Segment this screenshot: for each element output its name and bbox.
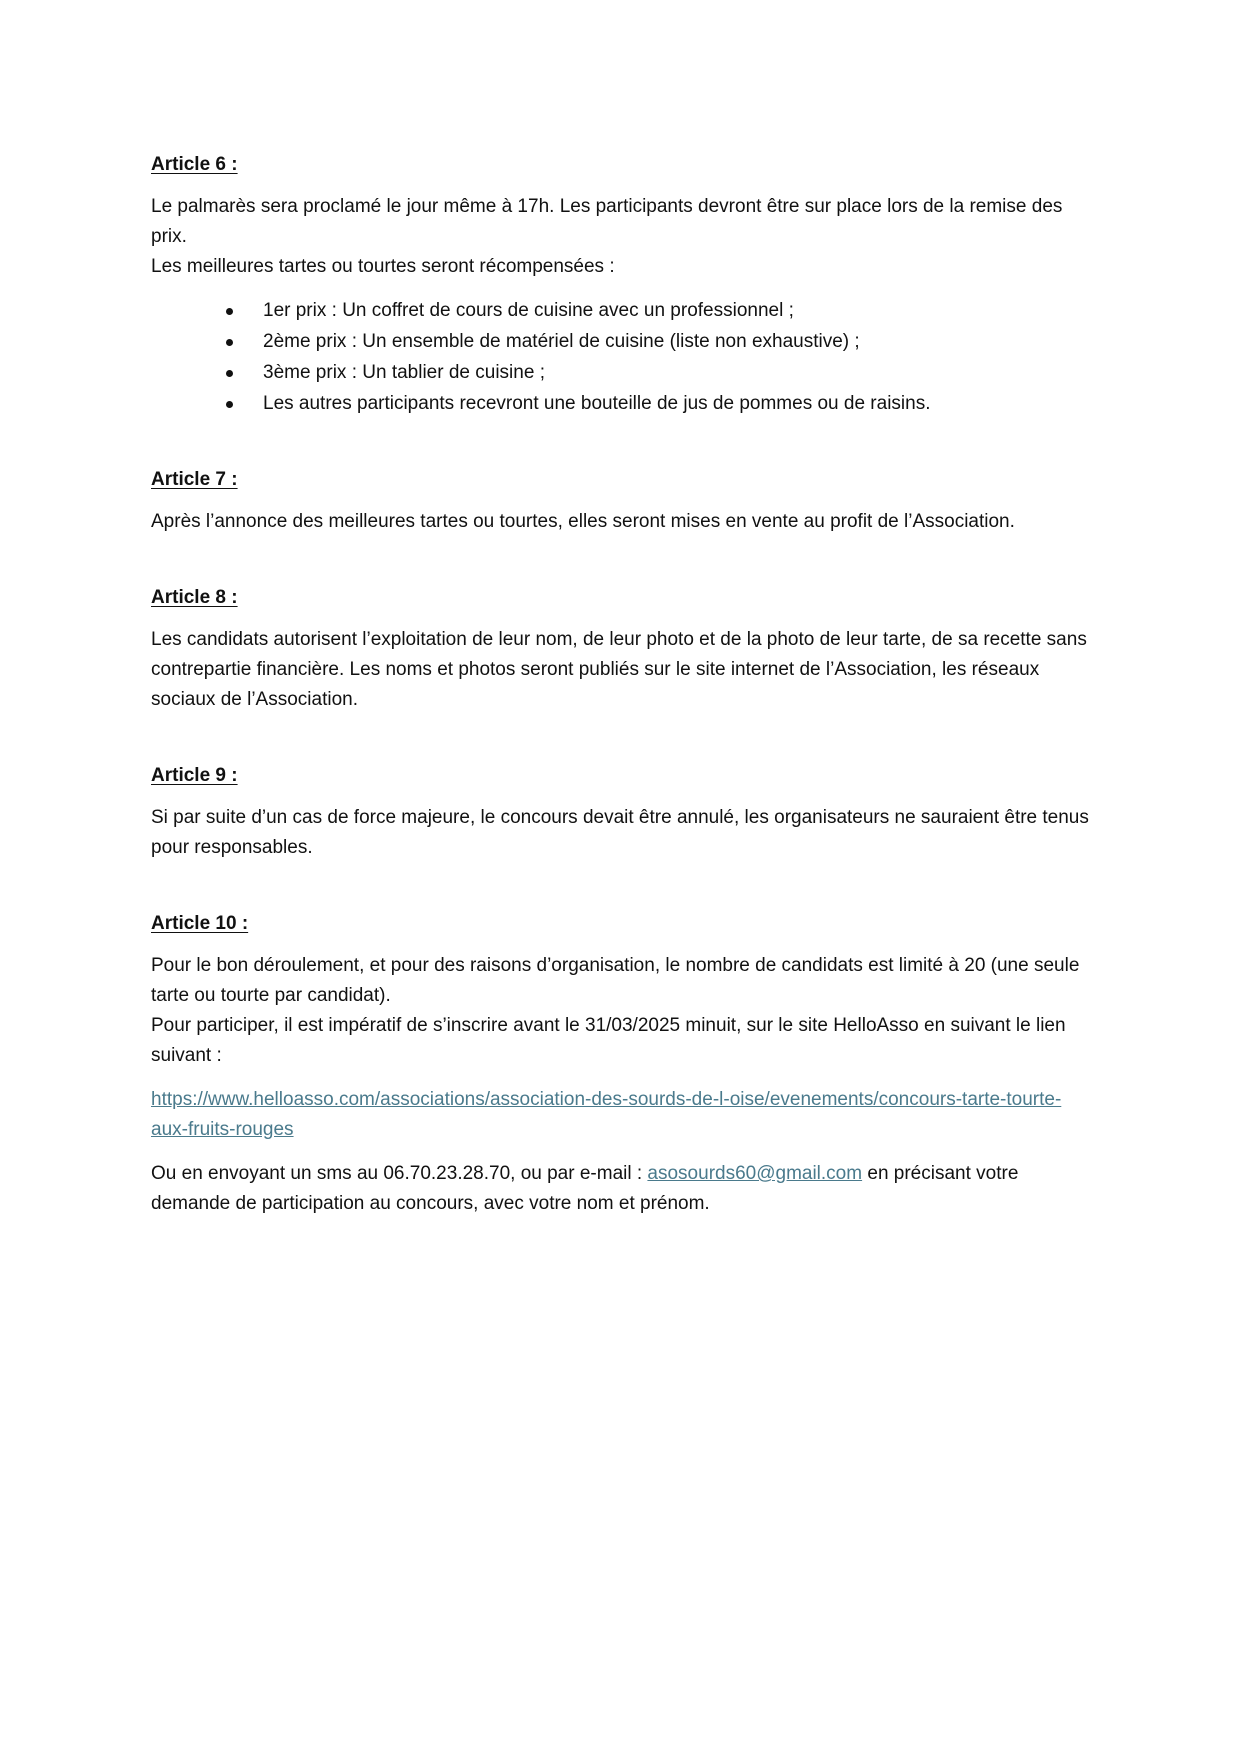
- bullet-icon: [226, 370, 233, 377]
- prize-text: Les autres participants recevront une bouteille de jus de pommes ou de raisins.: [263, 393, 931, 414]
- list-item: [151, 296, 1096, 326]
- article-7: [151, 465, 1096, 537]
- contact-text-prefix: Ou en envoyant un sms au 06.70.23.28.70, ou par e-mail :: [151, 1163, 648, 1184]
- contact-text-suffix: en précisant votre demande de participation au concours, avec votre nom et prénom.: [151, 1163, 1019, 1214]
- registration-link-paragraph: [151, 1085, 1096, 1145]
- article-6: [151, 150, 1096, 419]
- list-item: [151, 358, 1096, 388]
- contact-paragraph: [151, 1159, 1096, 1219]
- bullet-icon: [226, 308, 233, 315]
- registration-link[interactable]: https://www.helloasso.com/associations/association-des-sourds-de-l-oise/evenements/concours-tarte-tourte-aux-fruits-rouges: [151, 1089, 1062, 1140]
- article-paragraph: [151, 192, 1096, 282]
- article-paragraph: Après l’annonce des meilleures tartes ou tourtes, elles seront mises en vente au profit de l’Association.: [151, 511, 1015, 532]
- article-paragraph: [151, 951, 1096, 1071]
- paragraph-line: Le palmarès sera proclamé le jour même à 17h. Les participants devront être sur place lors de la remise des prix.: [151, 196, 1063, 247]
- article-10: [151, 909, 1096, 1219]
- prize-text: 1er prix : Un coffret de cours de cuisine avec un professionnel ;: [263, 300, 794, 321]
- article-heading: Article 8 :: [151, 587, 238, 608]
- article-heading: Article 9 :: [151, 765, 238, 786]
- prize-list: [151, 296, 1096, 419]
- paragraph-line: Les meilleures tartes ou tourtes seront récompensées :: [151, 256, 615, 277]
- bullet-icon: [226, 339, 233, 346]
- article-heading: Article 7 :: [151, 469, 238, 490]
- prize-text: 3ème prix : Un tablier de cuisine ;: [263, 362, 545, 383]
- article-heading: Article 10 :: [151, 913, 249, 934]
- article-paragraph: Les candidats autorisent l’exploitation de leur nom, de leur photo et de la photo de leur tarte, de sa recette sans contrepartie financière. Les noms et photos seront publiés sur le site internet de l’Association, les réseaux sociaux de l’Association.: [151, 629, 1087, 710]
- article-9: [151, 761, 1096, 863]
- article-paragraph: Si par suite d’un cas de force majeure, le concours devait être annulé, les organisateurs ne sauraient être tenus pour responsables.: [151, 807, 1089, 858]
- list-item: [151, 327, 1096, 357]
- bullet-icon: [226, 401, 233, 408]
- article-heading: Article 6 :: [151, 154, 238, 175]
- paragraph-line: Pour participer, il est impératif de s’inscrire avant le 31/03/2025 minuit, sur le site HelloAsso en suivant le lien suivant :: [151, 1015, 1066, 1066]
- paragraph-line: Pour le bon déroulement, et pour des raisons d’organisation, le nombre de candidats est limité à 20 (une seule tarte ou tourte par candidat).: [151, 955, 1080, 1006]
- prize-text: 2ème prix : Un ensemble de matériel de cuisine (liste non exhaustive) ;: [263, 331, 860, 352]
- list-item: [151, 389, 1096, 419]
- document-content: [151, 150, 1096, 1265]
- article-8: [151, 583, 1096, 715]
- email-link[interactable]: asosourds60@gmail.com: [647, 1163, 863, 1184]
